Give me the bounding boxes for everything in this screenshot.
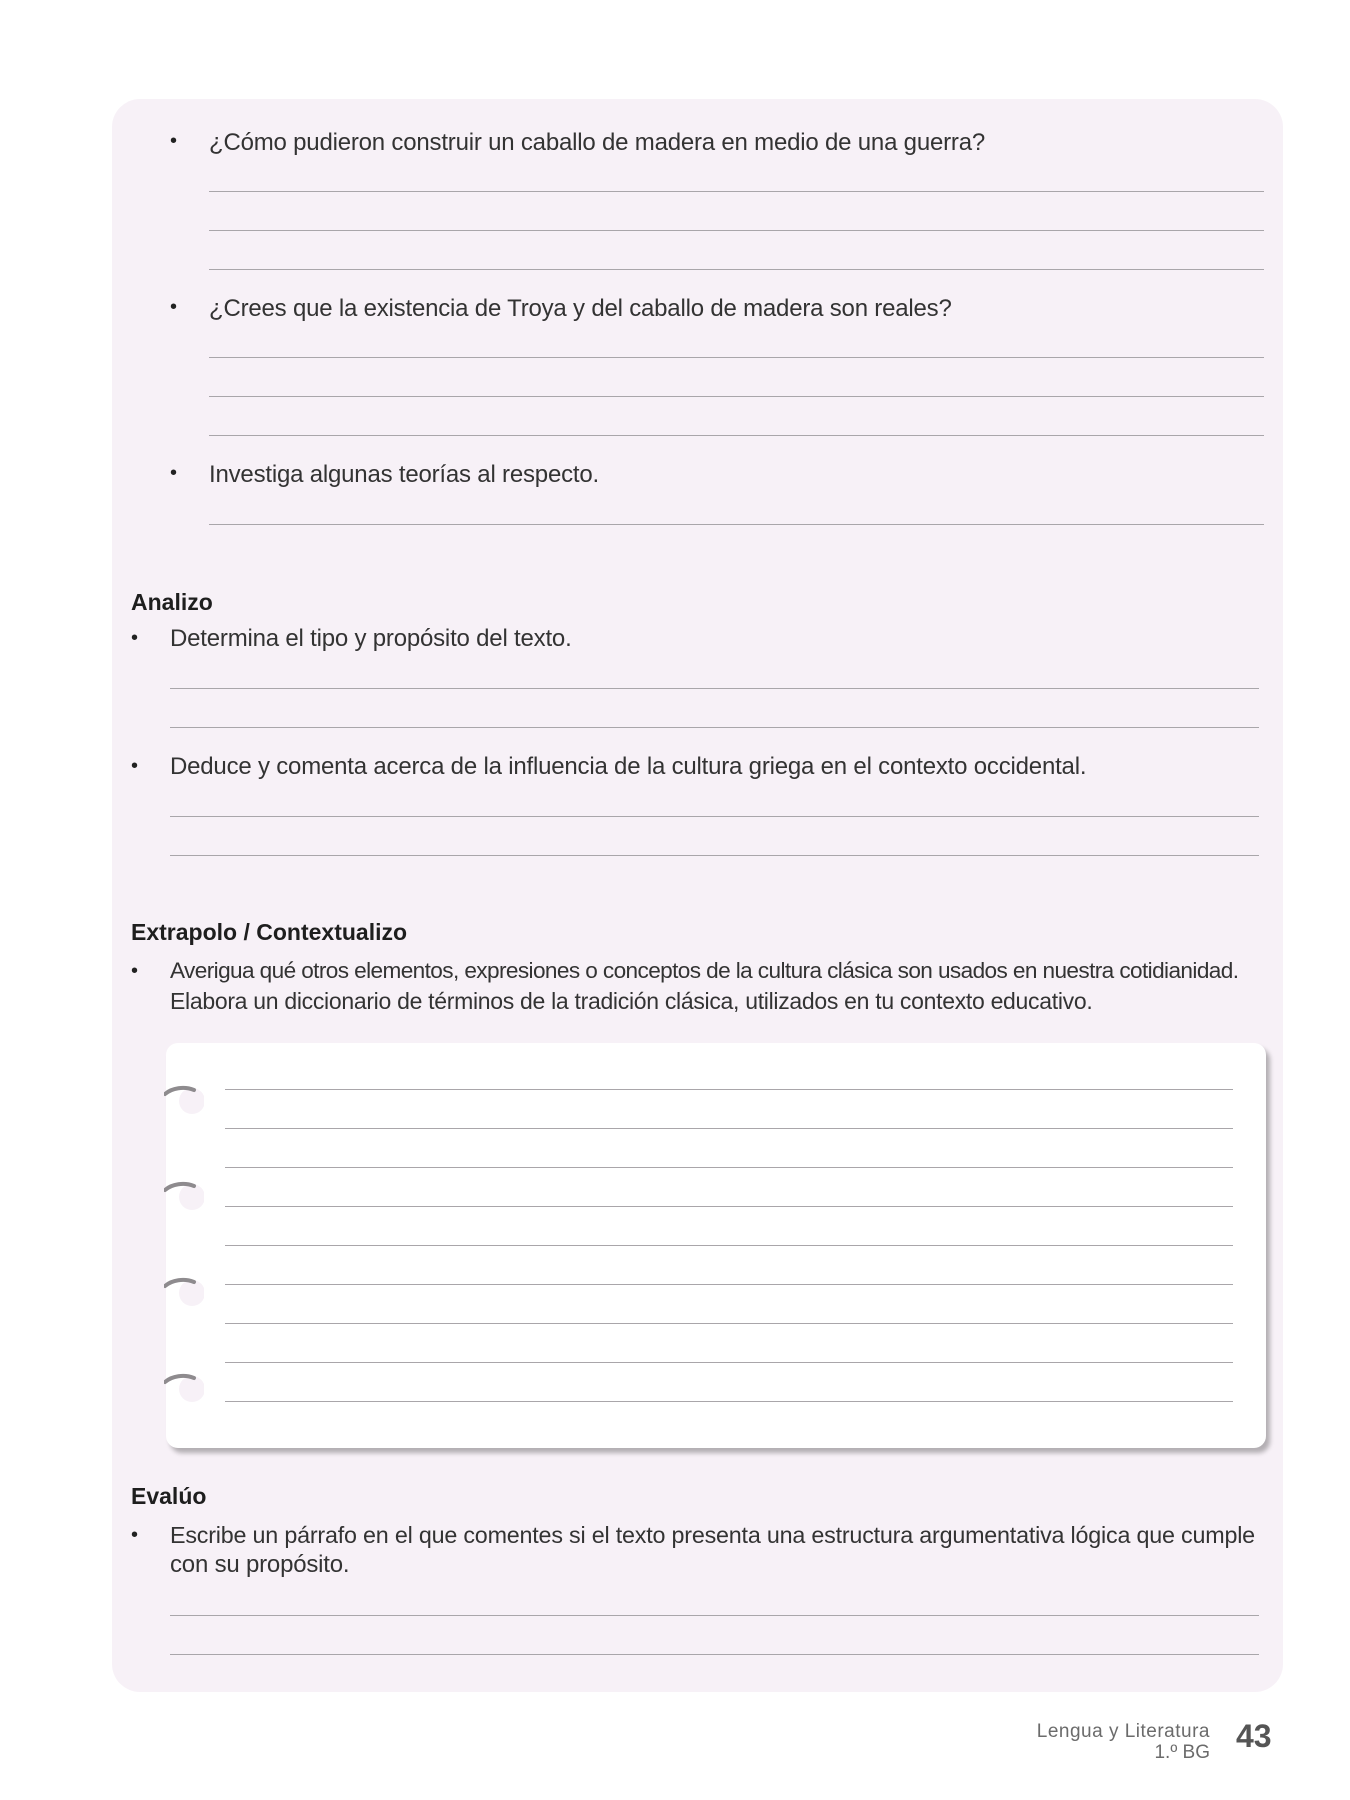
analizo-heading: Analizo xyxy=(131,589,213,615)
notebook-line[interactable] xyxy=(225,1362,1233,1363)
footer-grade: 1.º BG xyxy=(1154,1742,1210,1763)
answer-line[interactable] xyxy=(209,524,1264,525)
answer-line[interactable] xyxy=(170,1654,1259,1655)
answer-line[interactable] xyxy=(170,727,1259,728)
footer-subject: Lengua y Literatura xyxy=(1036,1721,1210,1742)
extrapolo-line-1: Averigua qué otros elementos, expresiones o conceptos de la cultura clásica son usados en nuestra cotidianidad. xyxy=(170,958,1239,983)
answer-line[interactable] xyxy=(209,269,1264,270)
ring-binder-icon xyxy=(164,1082,204,1118)
evaluo-line-2: con su propósito. xyxy=(170,1551,350,1578)
notebook-line[interactable] xyxy=(225,1128,1233,1129)
notebook-line[interactable] xyxy=(225,1401,1233,1402)
answer-line[interactable] xyxy=(170,1615,1259,1616)
activity-panel xyxy=(112,99,1283,1692)
answer-line[interactable] xyxy=(209,396,1264,397)
notebook-line[interactable] xyxy=(225,1284,1233,1285)
notebook-line[interactable] xyxy=(225,1245,1233,1246)
bullet: • xyxy=(131,755,139,777)
analizo-item-1: Determina el tipo y propósito del texto. xyxy=(170,625,572,652)
notebook-line[interactable] xyxy=(225,1089,1233,1090)
bullet: • xyxy=(170,296,178,318)
bullet: • xyxy=(131,960,139,982)
answer-line[interactable] xyxy=(209,191,1264,192)
bullet: • xyxy=(131,627,139,649)
extrapolo-heading: Extrapolo / Contextualizo xyxy=(131,919,408,945)
answer-line[interactable] xyxy=(170,816,1259,817)
extrapolo-line-2: Elabora un diccionario de términos de la tradición clásica, utilizados en tu contexto educativo. xyxy=(170,988,1093,1014)
bullet: • xyxy=(131,1524,139,1546)
notebook-line[interactable] xyxy=(225,1206,1233,1207)
answer-line[interactable] xyxy=(209,230,1264,231)
page-number: 43 xyxy=(1236,1718,1272,1754)
notebook-card xyxy=(166,1043,1266,1448)
notebook-line[interactable] xyxy=(225,1167,1233,1168)
evaluo-heading: Evalúo xyxy=(131,1483,207,1509)
evaluo-line-1: Escribe un párrafo en el que comentes si el texto presenta una estructura argumentativa lógica que cumple xyxy=(170,1522,1255,1548)
answer-line[interactable] xyxy=(209,357,1264,358)
question-2: ¿Crees que la existencia de Troya y del caballo de madera son reales? xyxy=(209,295,952,322)
question-1: ¿Cómo pudieron construir un caballo de madera en medio de una guerra? xyxy=(209,129,986,156)
answer-line[interactable] xyxy=(170,688,1259,689)
answer-line[interactable] xyxy=(170,855,1259,856)
notebook-line[interactable] xyxy=(225,1323,1233,1324)
answer-line[interactable] xyxy=(209,435,1264,436)
analizo-item-2: Deduce y comenta acerca de la influencia de la cultura griega en el contexto occidental. xyxy=(170,753,1087,780)
ring-binder-icon xyxy=(164,1178,204,1214)
bullet: • xyxy=(170,462,178,484)
bullet: • xyxy=(170,130,178,152)
ring-binder-icon xyxy=(164,1370,204,1406)
question-3: Investiga algunas teorías al respecto. xyxy=(209,461,599,488)
ring-binder-icon xyxy=(164,1274,204,1310)
